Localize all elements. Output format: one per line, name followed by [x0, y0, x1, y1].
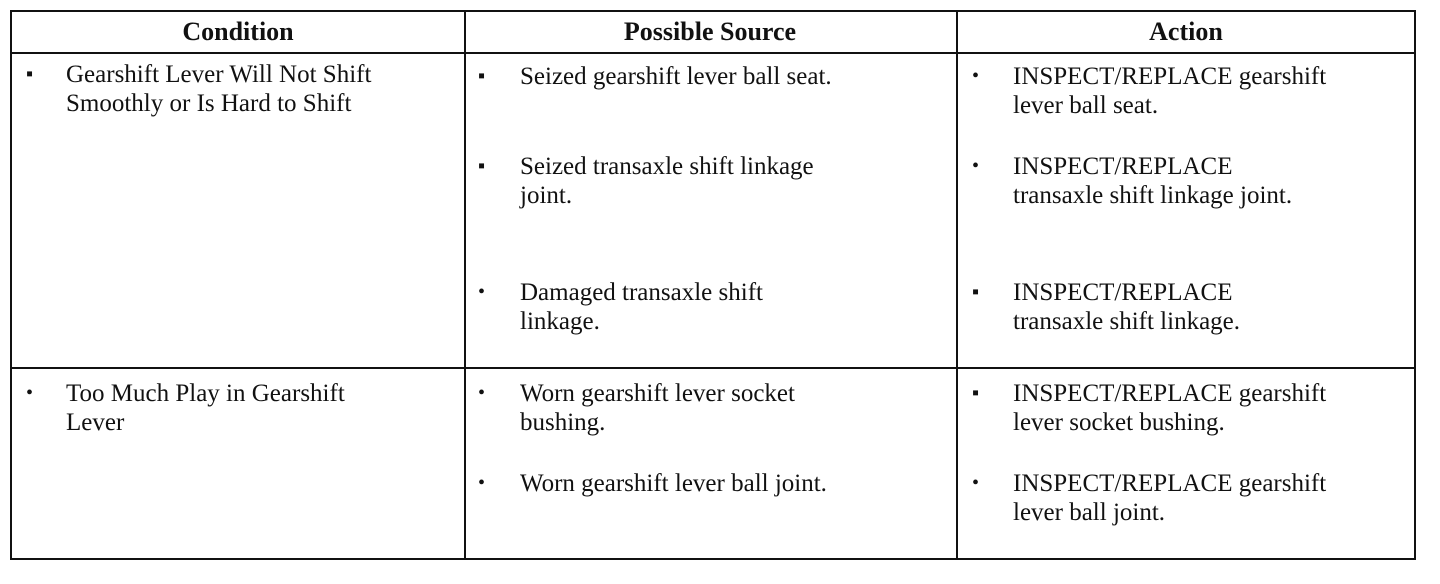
bullet-icon: ▪: [26, 63, 34, 85]
bullet-icon: •: [972, 472, 980, 494]
header-condition: Condition: [182, 17, 294, 46]
condition-cell: Gearshift Lever Will Not Shift Smoothly or Is Hard to Shift: [66, 61, 372, 117]
source-cell: Worn gearshift lever socket bushing.: [520, 380, 795, 436]
source-cell: Seized transaxle shift linkage joint.: [520, 153, 814, 209]
action-cell: INSPECT/REPLACE gearshift lever socket bushing.: [1013, 380, 1327, 436]
action-cell: INSPECT/REPLACE transaxle shift linkage.: [1013, 279, 1241, 335]
bullet-icon: •: [26, 382, 34, 404]
bullet-icon: ▪: [972, 382, 980, 404]
condition-cell: Too Much Play in Gearshift Lever: [66, 380, 345, 436]
source-cell: Seized gearshift lever ball seat.: [520, 63, 832, 90]
diagnosis-table: [10, 10, 1416, 560]
row-divider: [12, 367, 1414, 369]
source-cell: Worn gearshift lever ball joint.: [520, 470, 827, 497]
action-cell: INSPECT/REPLACE gearshift lever ball joint.: [1013, 470, 1327, 526]
bullet-icon: •: [478, 382, 486, 404]
header-divider: [12, 52, 1414, 54]
bullet-icon: ▪: [478, 65, 486, 87]
bullet-icon: •: [972, 65, 980, 87]
bullet-icon: •: [972, 155, 980, 177]
source-cell: Damaged transaxle shift linkage.: [520, 279, 763, 335]
column-divider: [464, 12, 466, 558]
bullet-icon: ▪: [972, 281, 980, 303]
action-cell: INSPECT/REPLACE transaxle shift linkage joint.: [1013, 153, 1293, 209]
header-possible-source: Possible Source: [623, 17, 797, 46]
bullet-icon: •: [478, 472, 486, 494]
header-action: Action: [1149, 17, 1223, 46]
action-cell: INSPECT/REPLACE gearshift lever ball seat.: [1013, 63, 1327, 119]
column-divider: [956, 12, 958, 558]
bullet-icon: ▪: [478, 155, 486, 177]
bullet-icon: •: [478, 281, 486, 303]
